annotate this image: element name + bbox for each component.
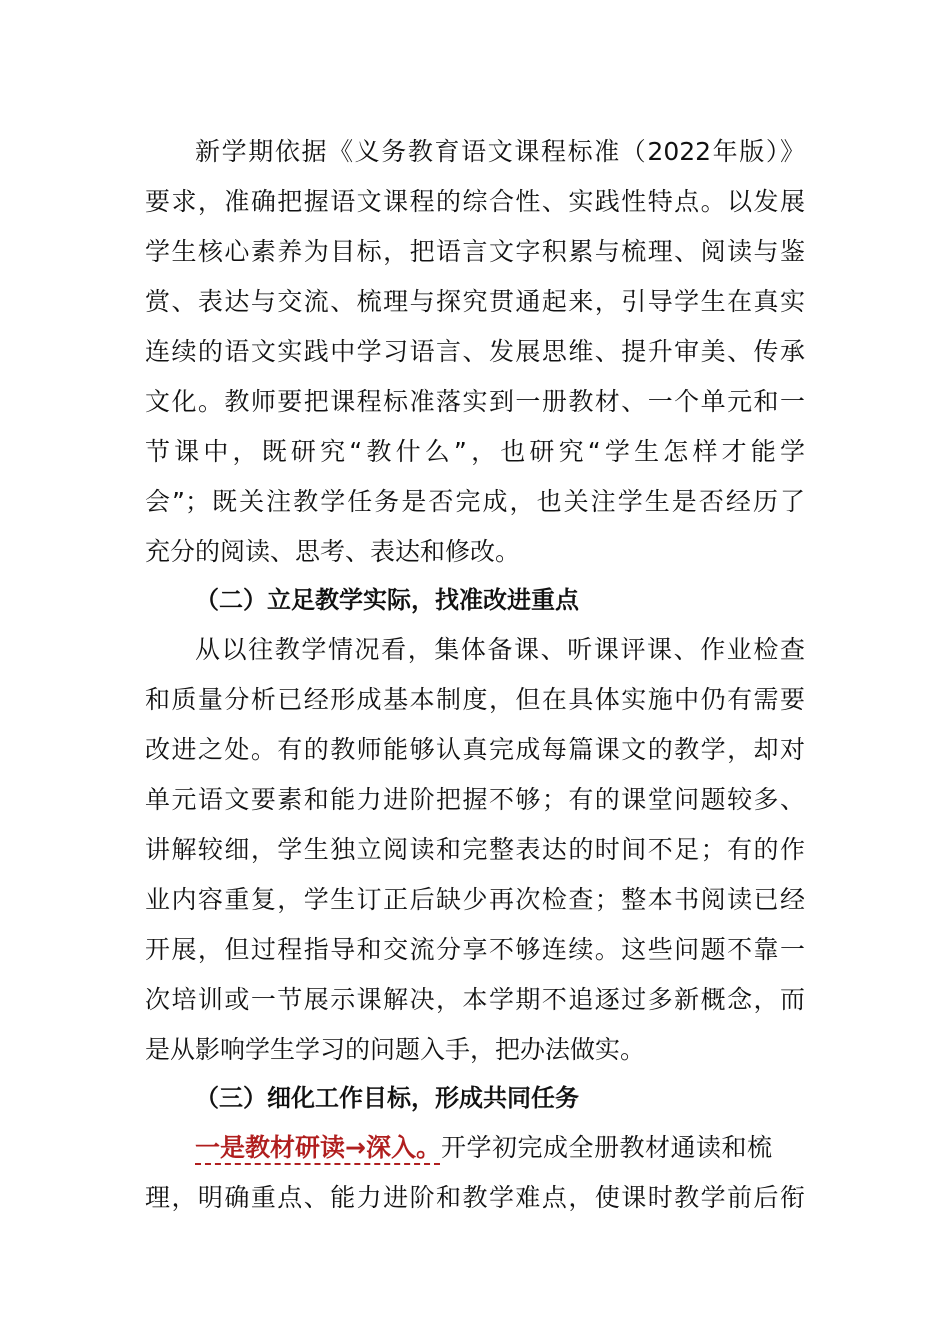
- paragraph-line: 连续的语文实践中学习语言、发展思维、提升审美、传承: [145, 337, 805, 366]
- paragraph-line: 单元语文要素和能力进阶把握不够；有的课堂问题较多、: [145, 785, 805, 814]
- paragraph-line: 要求，准确把握语文课程的综合性、实践性特点。以发展: [145, 187, 805, 216]
- section-heading: （三）细化工作目标，形成共同任务: [195, 1084, 579, 1112]
- paragraph-line: 充分的阅读、思考、表达和修改。: [145, 537, 521, 566]
- paragraph-line: 赏、表达与交流、梳理与探究贯通起来，引导学生在真实: [145, 287, 805, 316]
- paragraph-line: 改进之处。有的教师能够认真完成每篇课文的教学，却对: [145, 735, 805, 764]
- paragraph-line: 和质量分析已经形成基本制度，但在具体实施中仍有需要: [145, 685, 805, 714]
- paragraph-line: 新学期依据《义务教育语文课程标准（2022年版）》: [195, 137, 805, 166]
- paragraph-line: 业内容重复，学生订正后缺少再次检查；整本书阅读已经: [145, 885, 805, 914]
- paragraph-line: 学生核心素养为目标，把语言文字积累与梳理、阅读与鉴: [145, 237, 805, 266]
- paragraph-line: [195, 1128, 805, 1168]
- highlighted-lead-phrase: 一是教材研读→深入。: [195, 1133, 441, 1162]
- section-heading: （二）立足教学实际，找准改进重点: [195, 586, 579, 614]
- paragraph-line: 会”；既关注教学任务是否完成，也关注学生是否经历了: [145, 487, 805, 516]
- paragraph-line: 从以往教学情况看，集体备课、听课评课、作业检查: [195, 635, 805, 664]
- paragraph-line: 次培训或一节展示课解决，本学期不追逐过多新概念，而: [145, 985, 805, 1014]
- paragraph-line: 理，明确重点、能力进阶和教学难点，使课时教学前后衔: [145, 1183, 805, 1212]
- paragraph-line: 讲解较细，学生独立阅读和完整表达的时间不足；有的作: [145, 835, 805, 864]
- paragraph-line: 节课中，既研究“教什么”，也研究“学生怎样才能学: [145, 437, 805, 466]
- paragraph-line: 开展，但过程指导和交流分享不够连续。这些问题不靠一: [145, 935, 805, 964]
- lead-continuation: 开学初完成全册教材通读和梳: [440, 1133, 773, 1162]
- paragraph-line: 文化。教师要把课程标准落实到一册教材、一个单元和一: [145, 387, 805, 416]
- paragraph-line: 是从影响学生学习的问题入手，把办法做实。: [145, 1035, 646, 1064]
